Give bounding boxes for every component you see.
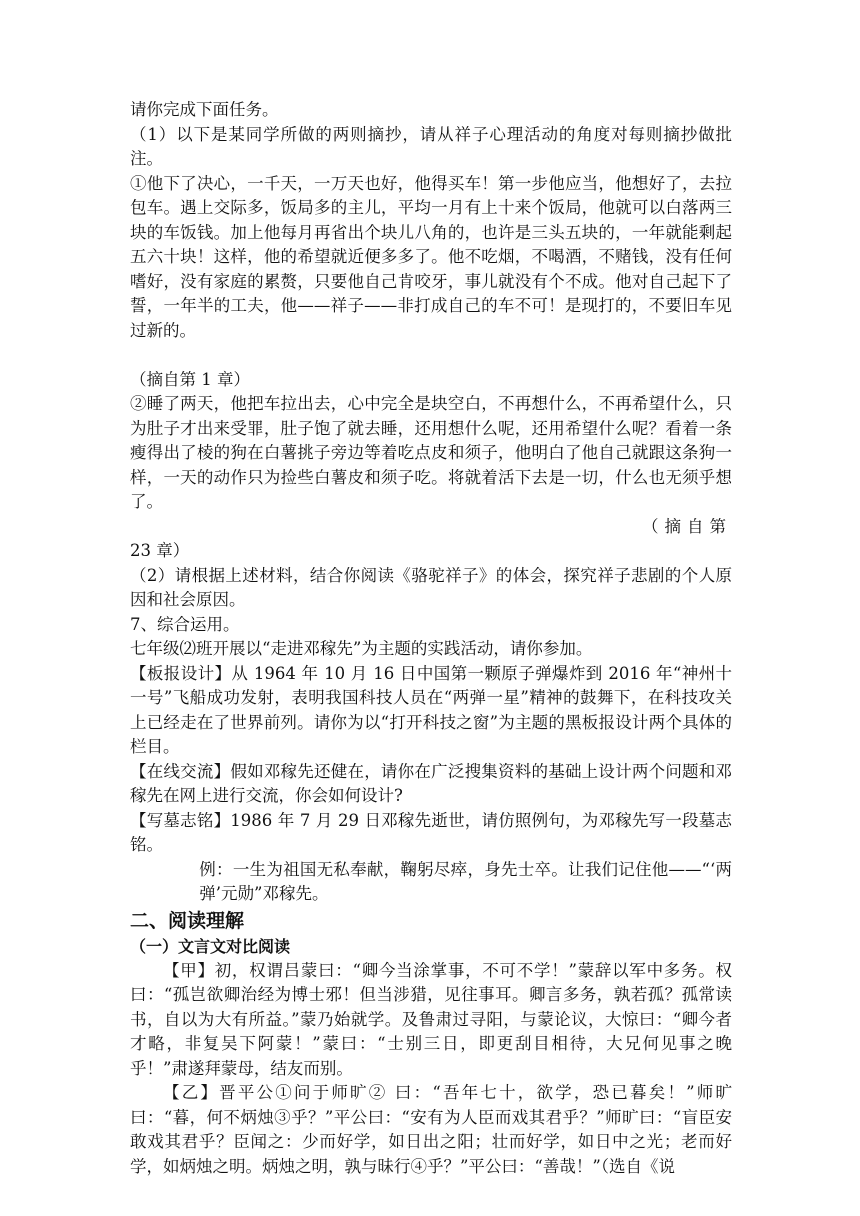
task-epitaph: 【写墓志铭】1986 年 7 月 29 日邓稼先逝世，请仿照例句，为邓稼先写一段墓志铭。	[130, 810, 732, 854]
subsection-heading-classical: （一）文言文对比阅读	[130, 936, 291, 956]
task-intro: 请你完成下面任务。	[130, 100, 279, 119]
passage-a: 【甲】初，权谓吕蒙曰：“卿今当涂掌事，不可不学！”蒙辞以军中多务。权曰：“孤岂欲卿治经为博士邪！但当涉猎，见往事耳。卿言多务，孰若孤？孤常读书，自以为大有所益。”蒙乃始就学。及鲁肃过寻阳，与蒙论议，大惊曰：“卿今者才略，非复吴下阿蒙！”蒙曰：“士别三日，即更刮目相待，大兄何见事之晚乎！”肃遂拜蒙母，结友而别。	[130, 960, 732, 1078]
activity-intro: 七年级⑵班开展以“走进邓稼先”为主题的实践活动，请你参加。	[130, 639, 593, 658]
task-board-design: 【板报设计】从 1964 年 10 月 16 日中国第一颗原子弹爆炸到 2016 年“神州十一号”飞船成功发射，表明我国科技人员在“两弹一星”精神的鼓舞下，在科技攻关上已经走在了世界前列。请你为以“打开科技之窗”为主题的黑板报设计两个具体的栏目。	[130, 663, 732, 756]
section-heading-reading: 二、阅读理解	[130, 909, 245, 932]
passage-b: 【乙】晋平公①问于师旷② 曰：“吾年七十，欲学，恐已暮矣！”师旷曰：“暮，何不炳烛③乎？”平公曰：“安有为人臣而戏其君乎？”师旷曰：“盲臣安敢戏其君乎？臣闻之：少而好学，如日出之阳；壮而好学，如日中之光；老而好学，如炳烛之明。炳烛之明，孰与昧行④乎？”平公曰：“善哉！”（选自《说	[130, 1083, 732, 1176]
question-7-heading: 7、综合运用。	[130, 614, 240, 634]
excerpt-2: ②睡了两天，他把车拉出去，心中完全是块空白，不再想什么，不再希望什么，只为肚子才出来受罪，肚子饱了就去睡，还用想什么呢，还用希望什么呢？看着一条瘦得出了棱的狗在白薯挑子旁边等着吃点皮和须子，他明白了他自己就跟这条狗一样，一天的动作只为捡些白薯皮和须子吃。将就着活下去是一切，什么也无须乎想了。	[130, 394, 732, 511]
excerpt-2-source-end: 23 章）	[130, 541, 190, 560]
question-1: （1）以下是某同学所做的两则摘抄，请从祥子心理活动的角度对每则摘抄做批注。	[130, 124, 732, 168]
excerpt-1: ①他下了决心，一千天，一万天也好，他得买车！第一步他应当，他想好了，去拉包车。遇上交际多，饭局多的主儿，平均一月有上十来个饭局，他就可以白落两三块的车饭钱。加上他每月再省出个块儿八角的，也许是三头五块的，一年就能剩起五六十块！这样，他的希望就近便多多了。他不吃烟，不喝酒，不赌钱，没有任何嗜好，没有家庭的累赘，只要他自己肯咬牙，事儿就没有个不成。他对自己起下了誓，一年半的工夫，他——祥子——非打成自己的车不可！是现打的，不要旧车见过新的。	[130, 173, 732, 340]
epitaph-example: 例：一生为祖国无私奉献，鞠躬尽瘁，身先士卒。让我们记住他——“‘两弹’元勋”邓稼先。	[199, 859, 732, 903]
question-2: （2）请根据上述材料，结合你阅读《骆驼祥子》的体会，探究祥子悲剧的个人原因和社会原因。	[130, 565, 732, 609]
excerpt-1-source: （摘自第 1 章）	[130, 369, 250, 389]
excerpt-2-source-start: （摘自第	[642, 516, 732, 536]
task-online-exchange: 【在线交流】假如邓稼先还健在，请你在广泛搜集资料的基础上设计两个问题和邓稼先在网上进行交流，你会如何设计?	[130, 761, 732, 805]
document-page	[130, 98, 732, 1179]
blank-line	[130, 343, 732, 368]
